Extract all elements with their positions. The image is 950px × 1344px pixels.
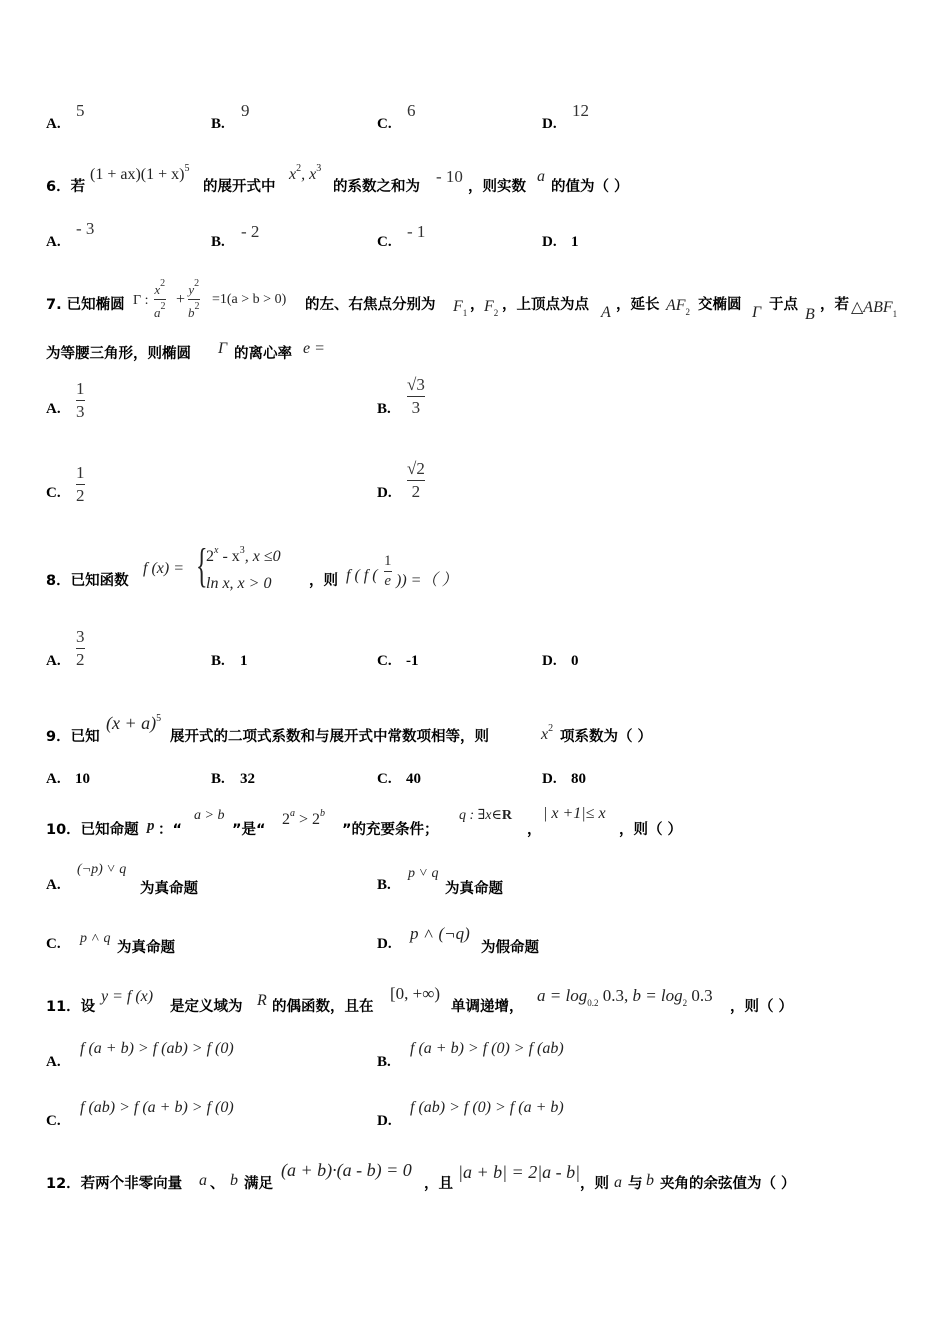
q7-number: 7. 已知椭圆	[46, 297, 125, 313]
q6-expr: $(1 + ax)(1 + x)^5$	[90, 163, 190, 183]
q9-number: 9．已知	[46, 729, 100, 745]
q5-option-d-value: 12	[572, 101, 589, 120]
q6-option-a-label: A.	[46, 234, 61, 250]
q6-sum: - 10	[436, 167, 463, 186]
q11-number: 11．设	[46, 999, 96, 1015]
q11-fx: y = f (x)	[101, 988, 154, 1005]
q12-text-6: 夹角的余弦值为（ ）	[660, 1176, 796, 1192]
q7-line2-b: 的离心率	[234, 346, 292, 362]
q10-option-c-label: C.	[46, 936, 61, 952]
q7-option-c-label: C.	[46, 485, 61, 501]
q6-option-d-value: 1	[571, 234, 579, 250]
q12-eq: (a + b)·(a - b) = 0	[281, 1160, 412, 1180]
q5-option-b-label: B.	[211, 116, 225, 132]
q7-text-6: ，若	[820, 297, 849, 313]
q7-option-b-frac: √3 3	[407, 375, 425, 417]
q6-text-3: ，则实数	[468, 179, 526, 195]
q7-frac-y: $y^2$ $b^2$	[188, 278, 200, 320]
q10-number: 10．已知命题	[46, 822, 139, 838]
q9-option-d-value: 80	[571, 771, 586, 787]
q12-number: 12．若两个非零向量	[46, 1176, 183, 1192]
q11-r: R	[257, 992, 267, 1009]
q11-interval: [0, +∞)	[390, 984, 441, 1003]
q9-expr: $(x + a)^5$	[106, 713, 162, 733]
q7-text-3: ，延长	[616, 297, 660, 313]
q11-text-3: 单调递增，	[451, 999, 524, 1015]
q5-option-d-label: D.	[542, 116, 557, 132]
q11-option-c-label: C.	[46, 1113, 61, 1129]
q8-option-b-label: B.	[211, 653, 225, 669]
q9-option-b-label: B.	[211, 771, 225, 787]
q10-option-c-text: 为真命题	[117, 940, 175, 956]
q11-option-d-math: f (ab) > f (0) > f (a + b)	[410, 1099, 564, 1116]
q8-ff-frac: 1 e	[384, 553, 392, 589]
q8-option-c-label: C.	[377, 653, 392, 669]
q9-option-d-label: D.	[542, 771, 557, 787]
q11-option-d-label: D.	[377, 1113, 392, 1129]
q9-text-2: 项系数为（ ）	[560, 729, 653, 745]
q10-option-d-text: 为假命题	[481, 940, 539, 956]
q12-a-2: a	[614, 1174, 622, 1191]
q8-option-c-value: -1	[406, 653, 419, 669]
q10-p: p	[147, 818, 155, 834]
q7-triangle: $\triangle ABF_1$	[851, 299, 898, 319]
q7-text-2: ，上顶点为点	[502, 297, 589, 313]
q10-option-a-label: A.	[46, 877, 61, 893]
q8-option-b-value: 1	[240, 653, 248, 669]
q8-option-d-value: 0	[571, 653, 579, 669]
q7-text-1: 的左、右焦点分别为	[305, 297, 436, 313]
q7-line2-a: 为等腰三角形，则椭圆	[46, 346, 191, 362]
q11-ab: $a = \log_{0.2} 0.3$, $b = \log_2 0.3$	[537, 986, 713, 1008]
q7-option-a-label: A.	[46, 401, 61, 417]
q8-number: 8．已知函数	[46, 573, 129, 589]
q7-option-c-frac: 1 2	[76, 463, 85, 505]
q6-option-b-value: - 2	[241, 222, 260, 241]
q10-text-1: ：“	[158, 822, 183, 838]
q6-terms: $x^2$, $x^3$	[289, 163, 322, 183]
q5-option-a-label: A.	[46, 116, 61, 132]
q8-case-1: $2^x - x^3$, x ≤0	[206, 545, 281, 565]
q6-option-c-label: C.	[377, 234, 392, 250]
q9-option-a-value: 10	[75, 771, 90, 787]
q12-text-4: ，则	[580, 1176, 609, 1192]
q9-option-c-label: C.	[377, 771, 392, 787]
q10-text-4: ，	[527, 822, 542, 838]
q10-pow: $2^a > 2^b$	[282, 808, 326, 828]
q10-option-b-label: B.	[377, 877, 391, 893]
q6-text-1: 的展开式中	[203, 179, 276, 195]
q11-option-a-label: A.	[46, 1054, 61, 1070]
q6-text-2: 的系数之和为	[333, 179, 420, 195]
q12-text-2: 满足	[244, 1176, 273, 1192]
q7-e: e =	[303, 340, 325, 357]
q10-abs: | x +1|≤ x	[543, 805, 606, 822]
q6-option-b-label: B.	[211, 234, 225, 250]
q10-option-d-label: D.	[377, 936, 392, 952]
q11-text-2: 的偶函数，且在	[272, 999, 374, 1015]
q6-option-a-value: - 3	[76, 219, 95, 238]
q8-ff-tail: )) =（ ）	[396, 572, 458, 589]
q6-option-c-value: - 1	[407, 222, 426, 241]
q7-gamma: Γ :	[133, 293, 149, 308]
q5-option-b-value: 9	[241, 101, 250, 120]
q8-brace: {	[196, 539, 208, 592]
q8-option-a-label: A.	[46, 653, 61, 669]
q6-number: 6．若	[46, 179, 86, 195]
q5-option-a-value: 5	[76, 101, 85, 120]
q7-option-b-label: B.	[377, 401, 391, 417]
q10-option-b-text: 为真命题	[445, 881, 503, 897]
q7-point-b: B	[805, 306, 815, 323]
q6-var: a	[537, 168, 545, 185]
q9-option-c-value: 40	[406, 771, 421, 787]
q9-option-b-value: 32	[240, 771, 255, 787]
q11-option-b-math: f (a + b) > f (0) > f (ab)	[410, 1040, 564, 1057]
q11-option-c-math: f (ab) > f (a + b) > f (0)	[80, 1099, 234, 1116]
q10-option-d-math: p ˄ (¬q)	[410, 924, 470, 943]
q7-point-a: A	[601, 304, 611, 321]
q10-option-b-math: p ˅ q	[408, 866, 439, 881]
q11-text-1: 是定义域为	[170, 999, 243, 1015]
q10-text-2: ”是“	[232, 822, 266, 838]
q11-option-b-label: B.	[377, 1054, 391, 1070]
q8-option-d-label: D.	[542, 653, 557, 669]
q8-text-1: ，则	[309, 573, 338, 589]
q9-text-1: 展开式的二项式系数和与展开式中常数项相等，则	[170, 729, 489, 745]
q12-b: b	[230, 1172, 238, 1189]
q8-option-a-frac: 3 2	[76, 627, 85, 669]
q7-f1: $F_1$	[453, 298, 468, 318]
q7-comma: ，	[470, 297, 485, 313]
q10-ab: a > b	[194, 808, 225, 823]
q7-frac-x: $x^2$ $a^2$	[154, 278, 166, 320]
q7-plus: +	[176, 291, 186, 308]
q7-option-a-frac: 1 3	[76, 379, 85, 421]
q12-text-5: 与	[628, 1176, 643, 1192]
q8-case-2: ln x, x > 0	[206, 575, 272, 592]
q5-option-c-label: C.	[377, 116, 392, 132]
q12-eq2: |a + b| = 2|a - b|	[458, 1162, 581, 1182]
q10-text-5: ，则（ ）	[619, 822, 683, 838]
q7-gamma-2: Γ	[752, 304, 762, 321]
q11-option-a-math: f (a + b) > f (ab) > f (0)	[80, 1040, 234, 1057]
q9-x2: $x^2$	[541, 723, 554, 743]
q10-option-c-math: p ˄ q	[80, 931, 111, 946]
q10-option-a-math: (¬p) ˅ q	[77, 862, 127, 877]
q7-af2: $AF_2$	[666, 297, 691, 317]
q12-a: a	[199, 1172, 207, 1189]
q7-f2: $F_2$	[484, 298, 499, 318]
q8-ff: f ( f (	[346, 567, 378, 584]
q12-text-3: ，且	[424, 1176, 453, 1192]
q7-option-d-label: D.	[377, 485, 392, 501]
q12-b-2: b	[646, 1172, 654, 1189]
q6-text-4: 的值为（ ）	[551, 179, 629, 195]
q5-option-c-value: 6	[407, 101, 416, 120]
q10-option-a-text: 为真命题	[140, 881, 198, 897]
q6-option-d-label: D.	[542, 234, 557, 250]
q11-text-4: ，则（ ）	[730, 999, 794, 1015]
q10-q: q : ∃x∈R	[459, 808, 512, 823]
q8-fx: f (x) =	[143, 560, 184, 577]
q7-eq-tail: =1(a > b > 0)	[212, 292, 287, 307]
q7-text-4: 交椭圆	[698, 297, 742, 313]
q9-option-a-label: A.	[46, 771, 61, 787]
q10-text-3: ”的充要条件；	[342, 822, 439, 838]
q7-option-d-frac: √2 2	[407, 459, 425, 501]
q12-text-1: 、	[210, 1176, 225, 1192]
q7-text-5: 于点	[769, 297, 798, 313]
q7-gamma-3: Γ	[218, 340, 228, 357]
